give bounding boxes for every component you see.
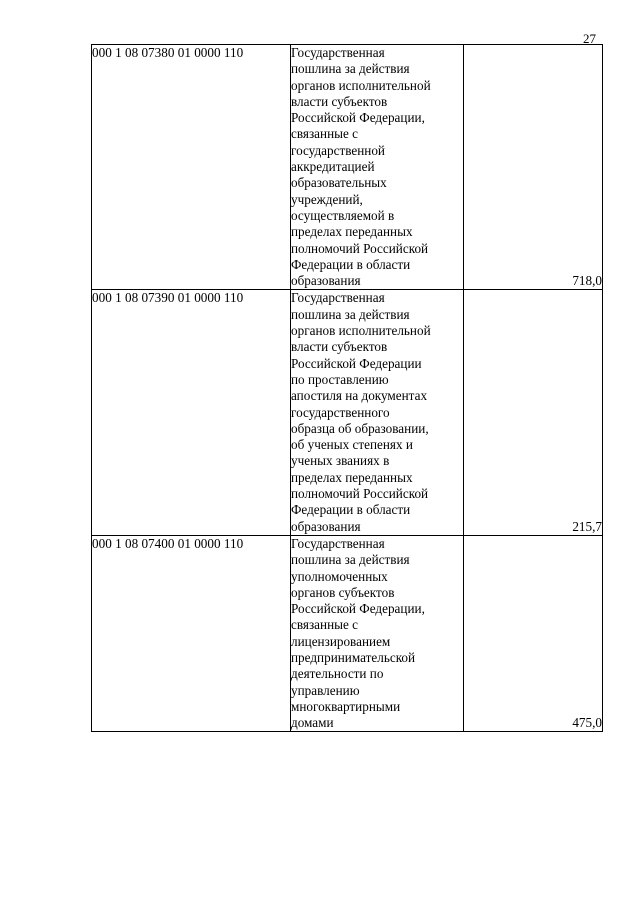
revenue-name-line: пошлина за действия	[291, 552, 410, 568]
revenue-name	[291, 45, 464, 290]
budget-revenue-table	[91, 44, 603, 732]
revenue-name-line: пределах переданных	[291, 224, 413, 240]
revenue-name-line: по проставлению	[291, 371, 389, 387]
revenue-name-line: предпринимательской	[291, 649, 416, 665]
revenue-name-line: многоквартирными	[291, 698, 401, 714]
revenue-name-line: пошлина за действия	[291, 306, 410, 322]
revenue-name-line: образования	[291, 518, 361, 534]
revenue-amount: 475,0	[464, 535, 603, 732]
table-row	[92, 290, 603, 535]
revenue-name	[291, 290, 464, 535]
revenue-name-line: учреждений,	[291, 191, 363, 207]
revenue-name-line: связанные с	[291, 617, 359, 633]
table-row	[92, 45, 603, 290]
revenue-name-line: образца об образовании,	[291, 420, 429, 436]
revenue-name-line: уполномоченных	[291, 568, 388, 584]
revenue-name	[291, 535, 464, 732]
revenue-name-line: об ученых степенях и	[291, 437, 413, 453]
revenue-name-line: органов исполнительной	[291, 77, 431, 93]
revenue-name-line: Государственная	[291, 290, 385, 306]
revenue-amount: 215,7	[464, 290, 603, 535]
revenue-name-line: осуществляемой в	[291, 207, 395, 223]
revenue-name-line: образования	[291, 273, 361, 289]
revenue-name-line: образовательных	[291, 175, 387, 191]
revenue-name-line: пошлина за действия	[291, 61, 410, 77]
revenue-name-line: аккредитацией	[291, 159, 375, 175]
revenue-name-line: Государственная	[291, 535, 385, 551]
revenue-name-line: Федерации в области	[291, 502, 411, 518]
budget-classification-code: 000 1 08 07380 01 0000 110	[92, 45, 291, 290]
revenue-name-line: власти субъектов	[291, 339, 388, 355]
revenue-name-line: государственной	[291, 142, 385, 158]
revenue-name-line: Российской Федерации	[291, 355, 422, 371]
revenue-name-line: Российской Федерации,	[291, 110, 425, 126]
revenue-name-line: лицензированием	[291, 633, 391, 649]
revenue-name-line: органов исполнительной	[291, 323, 431, 339]
revenue-name-line: полномочий Российской	[291, 486, 429, 502]
revenue-name-line: деятельности по	[291, 666, 384, 682]
budget-classification-code: 000 1 08 07390 01 0000 110	[92, 290, 291, 535]
revenue-name-line: органов субъектов	[291, 584, 395, 600]
revenue-name-line: домами	[291, 715, 334, 731]
revenue-name-line: пределах переданных	[291, 469, 413, 485]
revenue-name-line: управлению	[291, 682, 360, 698]
table-row	[92, 535, 603, 732]
revenue-name-line: Федерации в области	[291, 256, 411, 272]
revenue-name-line: полномочий Российской	[291, 240, 429, 256]
page-number: 27	[583, 31, 596, 46]
revenue-name-line: власти субъектов	[291, 93, 388, 109]
revenue-name-line: государственного	[291, 404, 390, 420]
revenue-name-line: связанные с	[291, 126, 359, 142]
revenue-amount: 718,0	[464, 45, 603, 290]
revenue-name-line: Российской Федерации,	[291, 601, 425, 617]
revenue-name-line: апостиля на документах	[291, 388, 428, 404]
revenue-name-line: ученых званиях в	[291, 453, 390, 469]
revenue-name-line: Государственная	[291, 45, 385, 60]
budget-classification-code: 000 1 08 07400 01 0000 110	[92, 535, 291, 732]
